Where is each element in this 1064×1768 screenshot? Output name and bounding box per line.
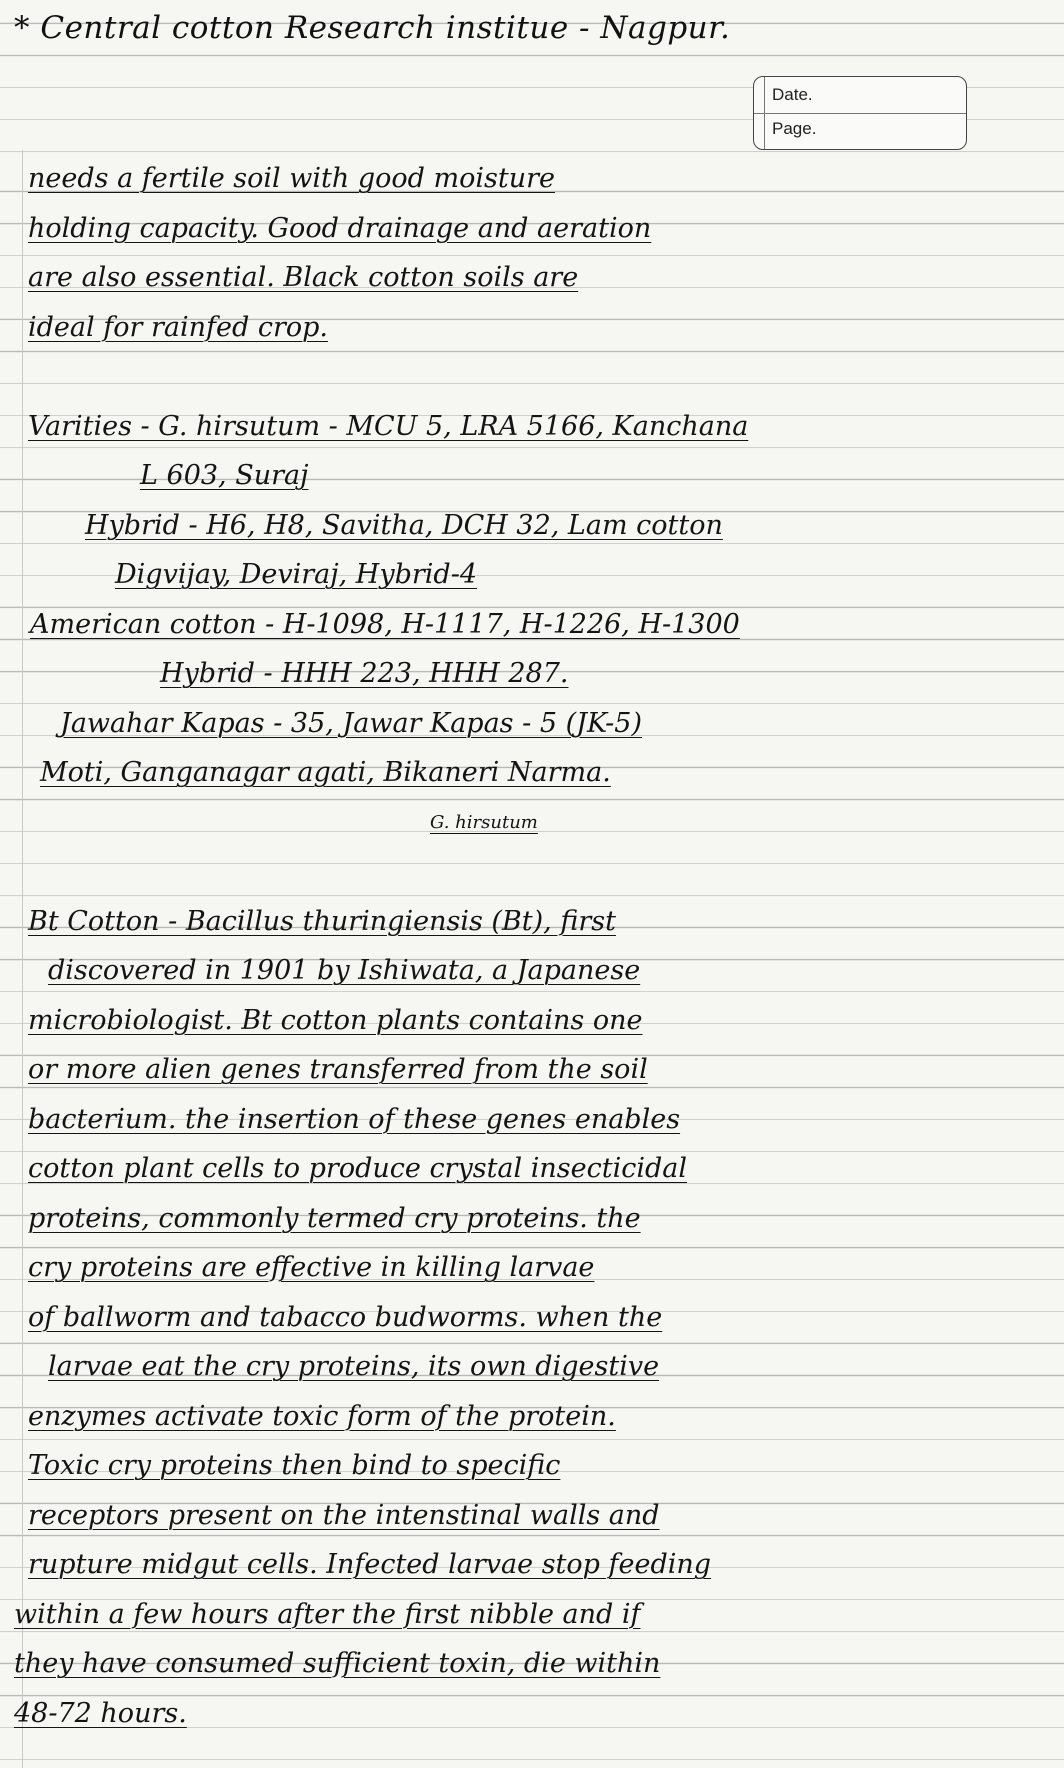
date-page-box [753, 76, 967, 150]
note-line: holding capacity. Good drainage and aeration [28, 212, 652, 244]
note-line: cotton plant cells to produce crystal insecticidal [28, 1153, 687, 1184]
note-line: Varities - G. hirsutum - MCU 5, LRA 5166, Kanchana [28, 410, 749, 442]
note-line: Digvijay, Deviraj, Hybrid-4 [115, 559, 478, 590]
note-line: ideal for rainfed crop. [28, 311, 328, 343]
note-line: of ballworm and tabacco budworms. when the [28, 1301, 663, 1333]
note-line: are also essential. Black cotton soils are [28, 262, 579, 293]
note-line: Hybrid - HHH 223, HHH 287. [160, 658, 569, 689]
note-line: L 603, Suraj [140, 460, 309, 491]
note-line: needs a fertile soil with good moisture [28, 163, 555, 194]
note-line: within a few hours after the first nibble and if [14, 1598, 641, 1630]
note-line: bacterium. the insertion of these genes enables [28, 1103, 681, 1135]
note-line: they have consumed sufficient toxin, die within [14, 1648, 661, 1679]
note-line: or more alien genes transferred from the soil [28, 1054, 648, 1085]
note-line: Moti, Ganganagar agati, Bikaneri Narma. [40, 757, 611, 788]
box-divider [754, 113, 966, 114]
page-heading: * Central cotton Research institue - Nagpur. [14, 10, 731, 46]
date-label: Date. [772, 85, 813, 104]
note-line: Toxic cry proteins then bind to specific [28, 1450, 561, 1481]
page-label: Page. [772, 119, 817, 138]
note-line: microbiologist. Bt cotton plants contains one [28, 1004, 643, 1036]
note-line: cry proteins are effective in killing larvae [28, 1252, 595, 1283]
note-line: G. hirsutum [430, 811, 538, 833]
note-line: receptors present on the intenstinal walls and [28, 1499, 660, 1531]
page-margin-line [22, 150, 23, 1768]
note-line: Hybrid - H6, H8, Savitha, DCH 32, Lam cotton [85, 509, 723, 541]
note-line: Jawahar Kapas - 35, Jawar Kapas - 5 (JK-5) [60, 707, 642, 739]
note-line: Bt Cotton - Bacillus thuringiensis (Bt), first [28, 905, 616, 937]
note-line: 48-72 hours. [14, 1697, 187, 1729]
note-line: proteins, commonly termed cry proteins. the [28, 1202, 641, 1234]
note-line: rupture midgut cells. Infected larvae stop feeding [28, 1549, 712, 1580]
note-line: enzymes activate toxic form of the protein. [28, 1400, 616, 1432]
note-line: discovered in 1901 by Ishiwata, a Japanese [48, 955, 641, 986]
note-line: American cotton - H-1098, H-1117, H-1226, H-1300 [30, 608, 740, 640]
note-line: larvae eat the cry proteins, its own digestive [48, 1351, 660, 1382]
